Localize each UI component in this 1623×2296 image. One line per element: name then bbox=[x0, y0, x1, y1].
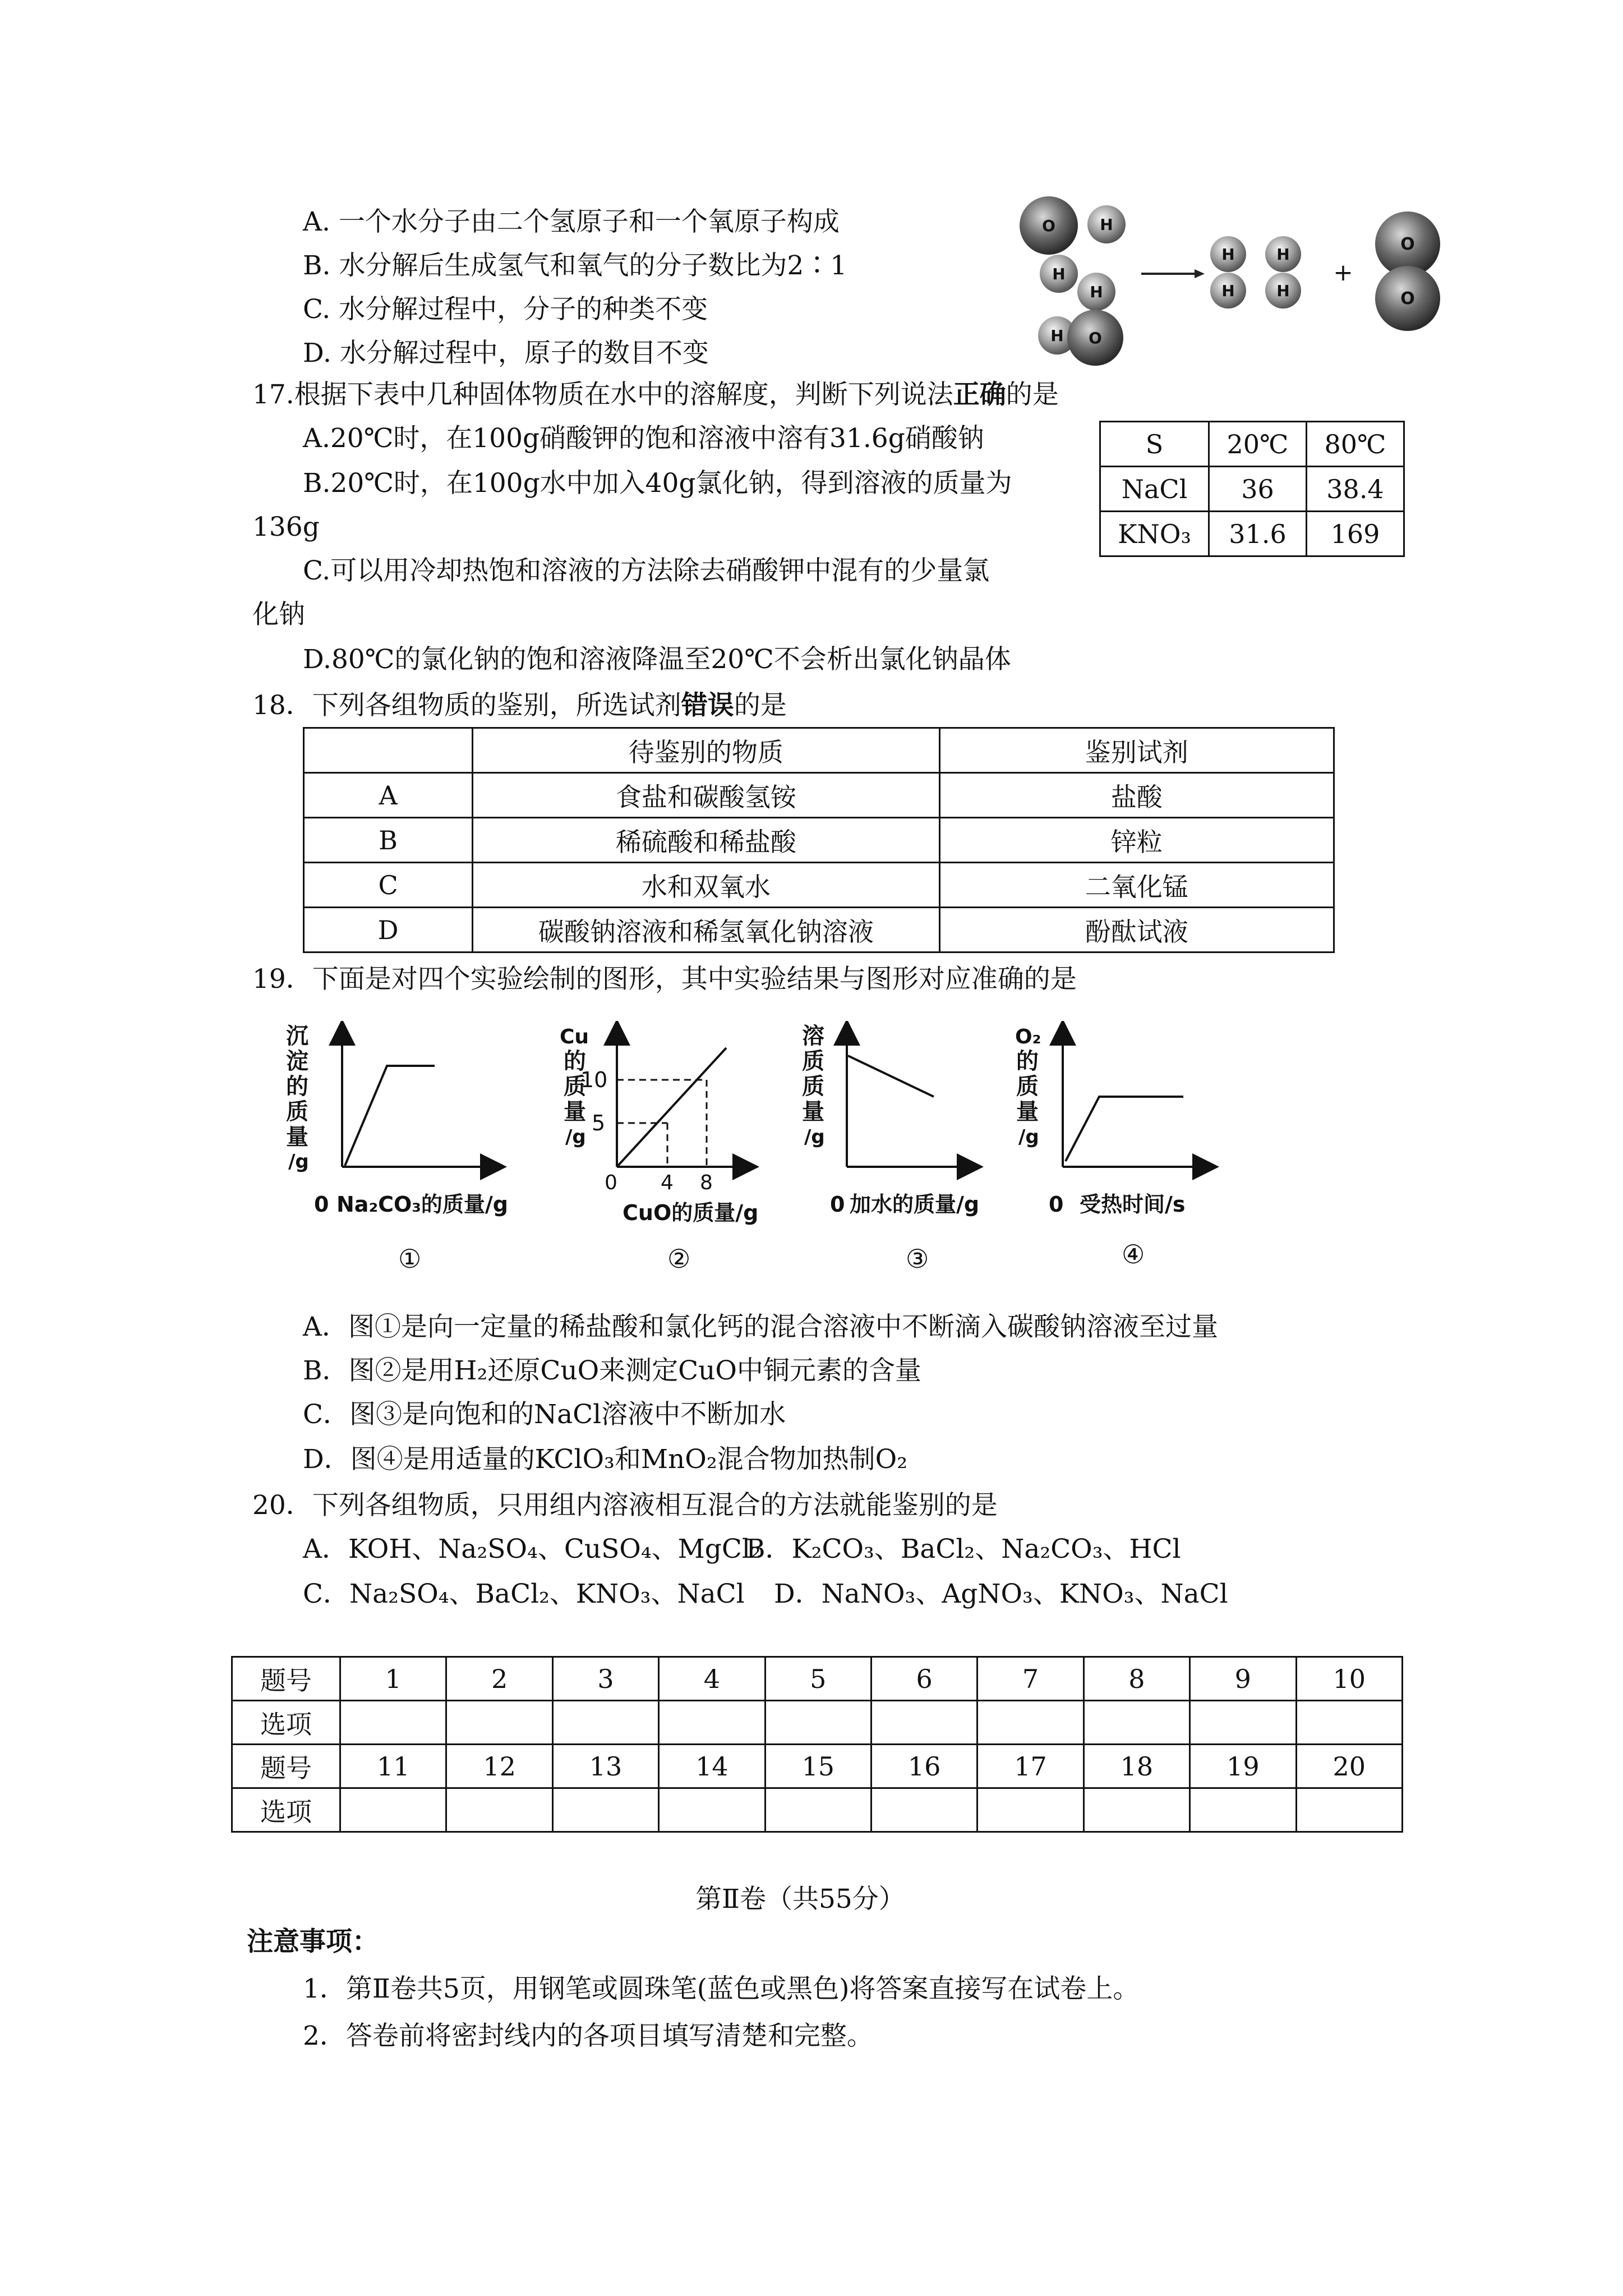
solubility-table bbox=[1099, 421, 1405, 557]
svg-text:O: O bbox=[1042, 217, 1055, 235]
svg-text:量: 量 bbox=[1016, 1099, 1039, 1125]
table-header-cell: 鉴别试剂 bbox=[939, 728, 1334, 773]
answer-cell[interactable] bbox=[1296, 1788, 1402, 1832]
q20-option-d: D．NaNO₃、AgNO₃、KNO₃、NaCl bbox=[774, 1579, 1228, 1609]
answer-cell[interactable] bbox=[659, 1701, 765, 1745]
table-cell: 酚酞试液 bbox=[939, 908, 1334, 953]
answer-number: 5 bbox=[765, 1657, 871, 1701]
graph-2 bbox=[560, 1025, 758, 1274]
table-header-cell bbox=[304, 728, 473, 773]
svg-text:的: 的 bbox=[564, 1048, 586, 1074]
svg-text:/g: /g bbox=[565, 1126, 586, 1148]
svg-text:量: 量 bbox=[802, 1099, 824, 1125]
table-cell: 盐酸 bbox=[939, 773, 1334, 818]
q16-option-b: B. 水分解后生成氢气和氧气的分子数比为2∶1 bbox=[303, 250, 847, 281]
answer-cell[interactable] bbox=[552, 1701, 658, 1745]
graph-4-curve bbox=[1066, 1097, 1183, 1161]
svg-text:H: H bbox=[1050, 326, 1064, 345]
table-cell: KNO₃ bbox=[1100, 512, 1209, 556]
hydrogen-molecules bbox=[1210, 236, 1301, 309]
svg-text:H: H bbox=[1052, 265, 1066, 283]
answer-cell[interactable] bbox=[978, 1788, 1083, 1832]
graph-2-number: ② bbox=[667, 1244, 691, 1274]
table-cell: 锌粒 bbox=[939, 818, 1334, 863]
svg-text:H: H bbox=[1221, 245, 1235, 264]
svg-text:/g: /g bbox=[1018, 1126, 1039, 1148]
answer-label-choice: 选项 bbox=[232, 1788, 340, 1832]
answer-table bbox=[231, 1656, 1403, 1833]
svg-text:量: 量 bbox=[564, 1099, 586, 1125]
svg-text:O₂: O₂ bbox=[1015, 1025, 1041, 1048]
svg-text:H: H bbox=[1276, 282, 1290, 300]
svg-text:质: 质 bbox=[564, 1074, 586, 1099]
svg-text:Cu: Cu bbox=[560, 1025, 589, 1048]
answer-cell[interactable] bbox=[978, 1701, 1083, 1745]
svg-text:H: H bbox=[1100, 215, 1113, 234]
table-cell: 38.4 bbox=[1307, 467, 1404, 512]
answer-number: 16 bbox=[871, 1745, 977, 1788]
svg-text:质: 质 bbox=[802, 1048, 824, 1074]
graph-2-origin: 0 bbox=[605, 1171, 617, 1194]
q17-option-c-line1: C.可以用冷却热饱和溶液的方法除去硝酸钾中混有的少量氯 bbox=[303, 555, 990, 586]
graph-1-ylabel bbox=[286, 1023, 309, 1173]
table-cell: 36 bbox=[1209, 467, 1307, 512]
graph-1-curve bbox=[345, 1066, 435, 1166]
graph-4-origin: 0 bbox=[1049, 1192, 1064, 1217]
q19-option-d: D．图④是用适量的KClO₃和MnO₂混合物加热制O₂ bbox=[303, 1444, 908, 1475]
q18-stem: 18．下列各组物质的鉴别，所选试剂错误的是 bbox=[252, 690, 787, 721]
table-cell: D bbox=[304, 908, 473, 953]
graph-2-xtick: 8 bbox=[700, 1171, 713, 1194]
q17-option-c-line2: 化钠 bbox=[252, 599, 305, 630]
graph-1 bbox=[286, 1023, 508, 1274]
q17-option-a: A.20℃时，在100g硝酸钾的饱和溶液中溶有31.6g硝酸钠 bbox=[303, 423, 984, 454]
answer-number: 3 bbox=[552, 1657, 658, 1701]
table-cell: A bbox=[304, 773, 473, 818]
q16-option-c: C. 水分解过程中，分子的种类不变 bbox=[303, 294, 708, 325]
q19-graphs bbox=[280, 1021, 1279, 1290]
answer-cell[interactable] bbox=[446, 1788, 552, 1832]
q19-stem: 19．下面是对四个实验绘制的图形，其中实验结果与图形对应准确的是 bbox=[252, 964, 1077, 995]
table-cell: 169 bbox=[1307, 512, 1404, 556]
graph-2-ytick: 5 bbox=[592, 1111, 606, 1135]
table-header-cell: 20℃ bbox=[1209, 422, 1307, 467]
table-cell: C bbox=[304, 863, 473, 908]
answer-cell[interactable] bbox=[871, 1788, 977, 1832]
graph-2-xlabel: CuO的质量/g bbox=[623, 1200, 759, 1225]
svg-text:O: O bbox=[1400, 289, 1415, 309]
answer-number: 20 bbox=[1296, 1745, 1402, 1788]
notice-heading: 注意事项： bbox=[247, 1926, 379, 1957]
answer-number: 9 bbox=[1190, 1657, 1296, 1701]
svg-text:淀: 淀 bbox=[286, 1048, 308, 1074]
q19-option-b: B．图②是用H₂还原CuO来测定CuO中铜元素的含量 bbox=[303, 1355, 921, 1386]
q20-stem: 20．下列各组物质，只用组内溶液相互混合的方法就能鉴别的是 bbox=[252, 1490, 998, 1521]
svg-text:O: O bbox=[1089, 329, 1102, 347]
graph-3 bbox=[802, 1023, 979, 1274]
answer-number: 15 bbox=[765, 1745, 871, 1788]
q19-option-a: A．图①是向一定量的稀盐酸和氯化钙的混合溶液中不断滴入碳酸钠溶液至过量 bbox=[303, 1312, 1218, 1342]
answer-number: 12 bbox=[446, 1745, 552, 1788]
answer-number: 6 bbox=[871, 1657, 977, 1701]
svg-text:溶: 溶 bbox=[802, 1023, 824, 1049]
table-cell: B bbox=[304, 818, 473, 863]
answer-number: 7 bbox=[978, 1657, 1083, 1701]
table-cell: 稀硫酸和稀盐酸 bbox=[473, 818, 939, 863]
answer-label-number: 题号 bbox=[232, 1657, 340, 1701]
table-cell: 31.6 bbox=[1209, 512, 1307, 556]
graph-4-number: ④ bbox=[1122, 1239, 1145, 1269]
graph-1-xlabel: Na₂CO₃的质量/g bbox=[336, 1192, 509, 1217]
svg-text:/g: /g bbox=[288, 1151, 309, 1173]
answer-cell[interactable] bbox=[340, 1701, 446, 1745]
graph-1-origin: 0 bbox=[314, 1192, 329, 1217]
answer-number: 4 bbox=[659, 1657, 765, 1701]
q20-option-a: A．KOH、Na₂SO₄、CuSO₄、MgCl₂ bbox=[303, 1534, 761, 1565]
answer-number: 11 bbox=[340, 1745, 446, 1788]
answer-cell[interactable] bbox=[1190, 1701, 1296, 1745]
answer-cell[interactable] bbox=[552, 1788, 658, 1832]
water-molecules bbox=[1020, 196, 1126, 366]
table-header-cell: 80℃ bbox=[1307, 422, 1404, 467]
graph-3-ylabel bbox=[802, 1023, 825, 1148]
answer-number: 18 bbox=[1083, 1745, 1189, 1788]
answer-label-number: 题号 bbox=[232, 1745, 340, 1788]
graph-4 bbox=[1015, 1025, 1206, 1269]
svg-text:的: 的 bbox=[1016, 1048, 1039, 1074]
identification-table bbox=[303, 727, 1335, 953]
q16-option-a: A. 一个水分子由二个氢原子和一个氧原子构成 bbox=[303, 206, 840, 237]
table-header-cell: 待鉴别的物质 bbox=[473, 728, 939, 773]
answer-number: 17 bbox=[978, 1745, 1083, 1788]
table-header-cell: S bbox=[1100, 422, 1209, 467]
answer-cell[interactable] bbox=[1083, 1701, 1189, 1745]
table-cell: NaCl bbox=[1100, 467, 1209, 512]
answer-number: 14 bbox=[659, 1745, 765, 1788]
q20-option-c: C．Na₂SO₄、BaCl₂、KNO₃、NaCl bbox=[303, 1579, 745, 1609]
graph-2-ytick: 10 bbox=[580, 1068, 608, 1092]
svg-text:质: 质 bbox=[286, 1099, 308, 1125]
graph-2-xtick: 4 bbox=[661, 1171, 674, 1194]
graph-2-curve bbox=[617, 1048, 726, 1167]
svg-text:H: H bbox=[1276, 245, 1290, 264]
notice-item-2: 2．答卷前将密封线内的各项目填写清楚和完整。 bbox=[303, 2021, 873, 2051]
graph-3-number: ③ bbox=[906, 1244, 929, 1274]
svg-text:的: 的 bbox=[286, 1074, 308, 1099]
graph-4-ylabel bbox=[1015, 1025, 1041, 1148]
answer-cell[interactable] bbox=[1296, 1701, 1402, 1745]
q17-option-d: D.80℃的氯化钠的饱和溶液降温至20℃不会析出氯化钠晶体 bbox=[303, 644, 1011, 675]
answer-number: 8 bbox=[1083, 1657, 1189, 1701]
graph-3-xlabel: 加水的质量/g bbox=[850, 1192, 980, 1217]
answer-cell[interactable] bbox=[446, 1701, 552, 1745]
q17-option-b-line2: 136g bbox=[252, 512, 320, 542]
table-cell: 水和双氧水 bbox=[473, 863, 939, 908]
graph-3-origin: 0 bbox=[830, 1192, 845, 1217]
answer-cell[interactable] bbox=[659, 1788, 765, 1832]
answer-number: 10 bbox=[1296, 1657, 1402, 1701]
table-cell: 二氧化锰 bbox=[939, 863, 1334, 908]
graph-1-number: ① bbox=[398, 1244, 422, 1274]
svg-text:质: 质 bbox=[1016, 1074, 1039, 1099]
plus-sign: + bbox=[1333, 259, 1353, 286]
part2-title: 第Ⅱ卷（共55分） bbox=[695, 1884, 905, 1915]
table-cell: 食盐和碳酸氢铵 bbox=[473, 773, 939, 818]
q20-option-b: B．K₂CO₃、BaCl₂、Na₂CO₃、HCl bbox=[746, 1534, 1181, 1565]
q16-option-d: D. 水分解过程中，原子的数目不变 bbox=[303, 338, 709, 369]
notice-item-1: 1．第Ⅱ卷共5页，用钢笔或圆珠笔(蓝色或黑色)将答案直接写在试卷上。 bbox=[303, 1973, 1140, 2004]
svg-text:/g: /g bbox=[804, 1126, 825, 1148]
answer-cell[interactable] bbox=[765, 1788, 871, 1832]
answer-label-choice: 选项 bbox=[232, 1701, 340, 1745]
graph-4-xlabel: 受热时间/s bbox=[1080, 1192, 1186, 1217]
q17-stem: 17.根据下表中几种固体物质在水中的溶解度，判断下列说法正确的是 bbox=[252, 379, 1059, 410]
svg-text:H: H bbox=[1221, 282, 1235, 300]
answer-number: 1 bbox=[340, 1657, 446, 1701]
answer-cell[interactable] bbox=[1083, 1788, 1189, 1832]
q19-option-c: C．图③是向饱和的NaCl溶液中不断加水 bbox=[303, 1399, 786, 1430]
graph-3-curve bbox=[848, 1056, 934, 1097]
answer-cell[interactable] bbox=[1190, 1788, 1296, 1832]
svg-text:量: 量 bbox=[286, 1124, 308, 1150]
oxygen-molecule bbox=[1375, 211, 1440, 331]
svg-text:O: O bbox=[1400, 234, 1415, 254]
answer-number: 2 bbox=[446, 1657, 552, 1701]
answer-cell[interactable] bbox=[871, 1701, 977, 1745]
svg-text:H: H bbox=[1090, 283, 1103, 301]
water-decomposition-diagram bbox=[1015, 191, 1475, 381]
answer-number: 19 bbox=[1190, 1745, 1296, 1788]
answer-cell[interactable] bbox=[765, 1701, 871, 1745]
table-cell: 碳酸钠溶液和稀氢氧化钠溶液 bbox=[473, 908, 939, 953]
svg-text:质: 质 bbox=[802, 1074, 824, 1099]
answer-number: 13 bbox=[552, 1745, 658, 1788]
answer-cell[interactable] bbox=[340, 1788, 446, 1832]
svg-text:沉: 沉 bbox=[286, 1023, 308, 1049]
q17-option-b-line1: B.20℃时，在100g水中加入40g氯化钠，得到溶液的质量为 bbox=[303, 468, 1012, 499]
